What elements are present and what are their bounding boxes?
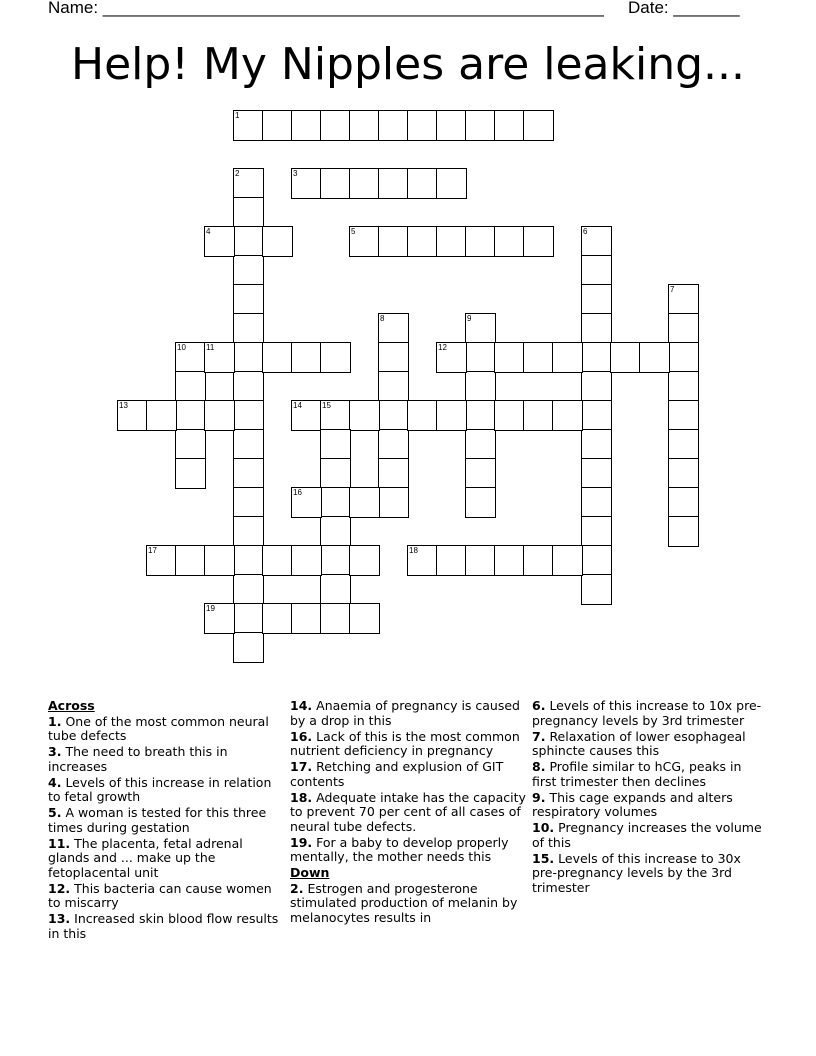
grid-cell[interactable] <box>581 458 612 489</box>
grid-cell[interactable] <box>668 284 699 315</box>
grid-cell[interactable] <box>581 400 612 431</box>
grid-cell[interactable] <box>175 400 206 431</box>
grid-cell[interactable] <box>581 429 612 460</box>
grid-cell[interactable] <box>378 313 409 344</box>
clue-across-18: 18. Adequate intake has the capacity to prevent 70 per cent of all cases of neural tube defects. <box>290 789 526 834</box>
grid-cell[interactable] <box>523 226 554 257</box>
grid-cell[interactable] <box>581 342 612 373</box>
grid-cell[interactable] <box>668 371 699 402</box>
grid-cell[interactable] <box>378 429 409 460</box>
grid-cell[interactable] <box>320 168 351 199</box>
grid-cell[interactable] <box>378 110 409 141</box>
clue-across-14: 14. Anaemia of pregnancy is caused by a drop in this <box>290 698 520 728</box>
grid-cell[interactable] <box>436 545 467 576</box>
grid-cell[interactable] <box>378 400 409 431</box>
clue-across-11: 11. The placenta, fetal adrenal glands and ... make up the fetoplacental unit <box>48 835 243 880</box>
grid-cell[interactable] <box>233 458 264 489</box>
grid-cell[interactable] <box>320 429 351 460</box>
grid-cell[interactable] <box>262 545 293 576</box>
grid-cell[interactable] <box>378 342 409 373</box>
grid-cell[interactable] <box>407 110 438 141</box>
cell-number: 1 <box>235 111 240 120</box>
grid-cell[interactable] <box>349 400 380 431</box>
grid-cell[interactable] <box>233 168 264 199</box>
clue-down-10: 10. Pregnancy increases the volume of this <box>532 820 762 850</box>
grid-cell[interactable] <box>204 342 235 373</box>
cell-number: 14 <box>293 401 302 410</box>
grid-cell[interactable] <box>378 458 409 489</box>
grid-cell[interactable] <box>465 110 496 141</box>
puzzle-title: Help! My Nipples are leaking... <box>70 39 745 90</box>
grid-cell[interactable] <box>407 226 438 257</box>
grid-cell[interactable] <box>668 516 699 547</box>
cell-number: 8 <box>380 314 385 323</box>
grid-cell[interactable] <box>465 429 496 460</box>
grid-cell[interactable] <box>378 226 409 257</box>
grid-cell[interactable] <box>320 400 351 431</box>
grid-cell[interactable] <box>436 226 467 257</box>
grid-cell[interactable] <box>378 371 409 402</box>
grid-cell[interactable] <box>639 342 670 373</box>
grid-cell[interactable] <box>523 110 554 141</box>
grid-cell[interactable] <box>407 168 438 199</box>
grid-cell[interactable] <box>581 226 612 257</box>
name-field-label: Name: _____________________________________________________ <box>48 0 604 17</box>
clue-across-16: 16. Lack of this is the most common nutrient deficiency in pregnancy <box>290 728 520 758</box>
cell-number: 6 <box>583 227 588 236</box>
grid-cell[interactable] <box>204 226 235 257</box>
grid-cell[interactable] <box>581 371 612 402</box>
grid-cell[interactable] <box>233 197 264 228</box>
grid-cell[interactable] <box>494 226 525 257</box>
grid-cell[interactable] <box>291 487 322 518</box>
grid-cell[interactable] <box>581 313 612 344</box>
cell-number: 13 <box>119 401 128 410</box>
clue-down-8: 8. Profile similar to hCG, peaks in first trimester then declines <box>532 759 742 789</box>
grid-cell[interactable] <box>233 110 264 141</box>
grid-cell[interactable] <box>320 545 351 576</box>
down-heading: Down <box>290 865 330 880</box>
cell-number: 19 <box>206 604 215 613</box>
grid-cell[interactable] <box>146 400 177 431</box>
grid-cell[interactable] <box>610 342 641 373</box>
grid-cell[interactable] <box>233 603 264 634</box>
grid-cell[interactable] <box>291 110 322 141</box>
clue-down-6: 6. Levels of this increase to 10x pre-pregnancy levels by 3rd trimester <box>532 698 762 728</box>
grid-cell[interactable] <box>320 458 351 489</box>
grid-cell[interactable] <box>465 487 496 518</box>
cell-number: 12 <box>438 343 447 352</box>
clue-across-12: 12. This bacteria can cause women to miscarry <box>48 880 272 910</box>
grid-cell[interactable] <box>291 400 322 431</box>
clue-down-9: 9. This cage expands and alters respiratory volumes <box>532 789 733 819</box>
clue-down-7: 7. Relaxation of lower esophageal sphincte causes this <box>532 728 746 758</box>
grid-cell[interactable] <box>204 400 235 431</box>
cell-number: 4 <box>206 227 211 236</box>
grid-cell[interactable] <box>262 603 293 634</box>
grid-cell[interactable] <box>146 545 177 576</box>
grid-cell[interactable] <box>233 342 264 373</box>
grid-cell[interactable] <box>523 342 554 373</box>
grid-cell[interactable] <box>465 458 496 489</box>
grid-cell[interactable] <box>233 226 264 257</box>
grid-cell[interactable] <box>436 110 467 141</box>
grid-cell[interactable] <box>349 487 380 518</box>
grid-cell[interactable] <box>581 545 612 576</box>
clue-down-2: 2. Estrogen and progesterone stimulated production of melanin by melanocytes results in <box>290 880 518 925</box>
grid-cell[interactable] <box>552 342 583 373</box>
grid-cell[interactable] <box>552 545 583 576</box>
clue-across-19: 19. For a baby to develop properly mentally, the mother needs this <box>290 834 509 864</box>
grid-cell[interactable] <box>668 313 699 344</box>
grid-cell[interactable] <box>465 400 496 431</box>
grid-cell[interactable] <box>175 458 206 489</box>
grid-cell[interactable] <box>233 516 264 547</box>
grid-cell[interactable] <box>291 603 322 634</box>
cell-number: 18 <box>409 546 418 555</box>
clue-down-15: 15. Levels of this increase to 30x pre-pregnancy levels by the 3rd trimester <box>532 850 741 895</box>
grid-cell[interactable] <box>523 400 554 431</box>
clues-column-1 <box>48 699 280 943</box>
grid-cell[interactable] <box>465 342 496 373</box>
grid-cell[interactable] <box>175 342 206 373</box>
cell-number: 16 <box>293 488 302 497</box>
clue-across-17: 17. Retching and explusion of GIT contents <box>290 759 504 789</box>
grid-cell[interactable] <box>494 342 525 373</box>
grid-cell[interactable] <box>465 226 496 257</box>
cell-number: 15 <box>322 401 331 410</box>
grid-cell[interactable] <box>291 545 322 576</box>
grid-cell[interactable] <box>175 371 206 402</box>
grid-cell[interactable] <box>291 342 322 373</box>
grid-cell[interactable] <box>581 284 612 315</box>
clue-across-3: 3. The need to breath this in increases <box>48 744 228 774</box>
grid-cell[interactable] <box>233 400 264 431</box>
grid-cell[interactable] <box>668 458 699 489</box>
across-heading: Across <box>48 698 95 713</box>
grid-cell[interactable] <box>581 487 612 518</box>
grid-cell[interactable] <box>233 487 264 518</box>
grid-cell[interactable] <box>262 110 293 141</box>
grid-cell[interactable] <box>204 603 235 634</box>
cell-number: 9 <box>467 314 472 323</box>
grid-cell[interactable] <box>233 545 264 576</box>
grid-cell[interactable] <box>320 487 351 518</box>
grid-cell[interactable] <box>436 400 467 431</box>
grid-cell[interactable] <box>349 168 380 199</box>
grid-cell[interactable] <box>204 545 235 576</box>
grid-cell[interactable] <box>407 545 438 576</box>
grid-cell[interactable] <box>494 545 525 576</box>
grid-cell[interactable] <box>233 429 264 460</box>
grid-cell[interactable] <box>436 342 467 373</box>
grid-cell[interactable] <box>668 429 699 460</box>
cell-number: 2 <box>235 169 240 178</box>
cell-number: 3 <box>293 169 298 178</box>
grid-cell[interactable] <box>233 255 264 286</box>
grid-cell[interactable] <box>436 168 467 199</box>
grid-cell[interactable] <box>378 487 409 518</box>
grid-cell[interactable] <box>233 371 264 402</box>
grid-cell[interactable] <box>233 284 264 315</box>
grid-cell[interactable] <box>233 632 264 663</box>
cell-number: 10 <box>177 343 186 352</box>
grid-cell[interactable] <box>349 603 380 634</box>
grid-cell[interactable] <box>320 603 351 634</box>
grid-cell[interactable] <box>465 313 496 344</box>
grid-cell[interactable] <box>291 168 322 199</box>
grid-cell[interactable] <box>262 226 293 257</box>
clue-across-4: 4. Levels of this increase in relation to fetal growth <box>48 774 272 804</box>
grid-cell[interactable] <box>378 168 409 199</box>
grid-cell[interactable] <box>523 545 554 576</box>
grid-cell[interactable] <box>349 226 380 257</box>
grid-cell[interactable] <box>233 574 264 605</box>
grid-cell[interactable] <box>581 255 612 286</box>
grid-cell[interactable] <box>117 400 148 431</box>
cell-number: 11 <box>206 343 215 352</box>
grid-cell[interactable] <box>320 516 351 547</box>
grid-cell[interactable] <box>349 545 380 576</box>
grid-cell[interactable] <box>494 110 525 141</box>
cell-number: 5 <box>351 227 356 236</box>
clues-column-2 <box>290 699 526 927</box>
grid-cell[interactable] <box>233 313 264 344</box>
grid-cell[interactable] <box>320 574 351 605</box>
clue-across-5: 5. A woman is tested for this three times during gestation <box>48 805 267 835</box>
grid-cell[interactable] <box>494 400 525 431</box>
grid-cell[interactable] <box>175 545 206 576</box>
grid-cell[interactable] <box>465 545 496 576</box>
grid-cell[interactable] <box>668 342 699 373</box>
cell-number: 17 <box>148 546 157 555</box>
grid-cell[interactable] <box>320 110 351 141</box>
grid-cell[interactable] <box>668 487 699 518</box>
clues-column-3 <box>532 699 762 897</box>
grid-cell[interactable] <box>465 371 496 402</box>
clue-across-13: 13. Increased skin blood flow results in this <box>48 911 279 941</box>
name-date-header <box>48 0 748 20</box>
grid-cell[interactable] <box>581 516 612 547</box>
grid-cell[interactable] <box>320 342 351 373</box>
grid-cell[interactable] <box>668 400 699 431</box>
grid-cell[interactable] <box>349 110 380 141</box>
grid-cell[interactable] <box>175 429 206 460</box>
cell-number: 7 <box>670 285 675 294</box>
grid-cell[interactable] <box>552 400 583 431</box>
grid-cell[interactable] <box>581 574 612 605</box>
clue-across-1: 1. One of the most common neural tube defects <box>48 713 269 743</box>
grid-cell[interactable] <box>407 400 438 431</box>
date-field-label: Date: _______ <box>628 0 740 17</box>
grid-cell[interactable] <box>262 342 293 373</box>
